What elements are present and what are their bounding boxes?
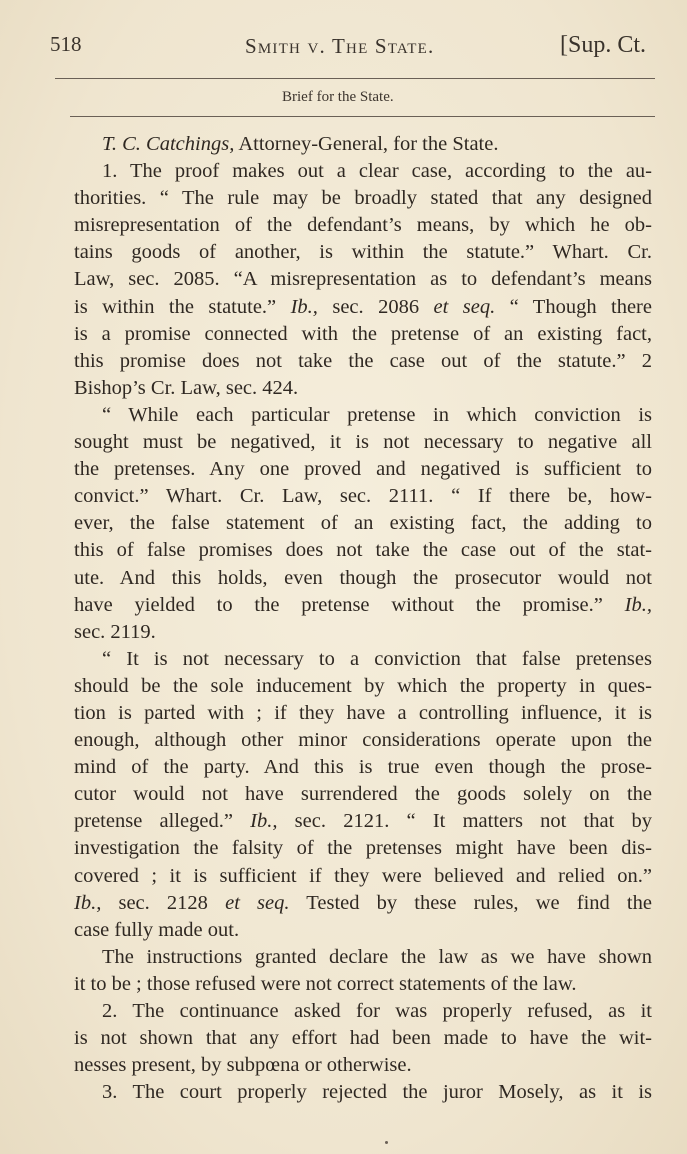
text-line: sec. 2119. [74,620,156,643]
text-line: convict.” Whart. Cr. Law, sec. 2111. “ If there be, how- [74,485,652,508]
text-line: investigation the falsity of the pretenses might have been dis- [74,837,652,860]
text-line: sought must be negatived, it is not necessary to negative all [74,431,652,454]
text-line: this promise does not take the case out of the statute.” 2 [74,349,652,372]
text-line: cutor would not have surrendered the goods solely on the [74,783,652,806]
text-line: case fully made out. [74,918,240,941]
court-label: [Sup. Ct. [560,32,647,58]
text-line: ever, the false statement of an existing fact, the adding to [74,512,652,535]
text-line: should be the sole inducement by which the property in ques- [74,674,652,697]
paragraph-4 [46,944,652,998]
text-line: 1. The proof makes out a clear case, according to the au- [102,160,652,183]
text-line: ute. And this holds, even though the prosecutor would not [74,566,652,589]
running-head [50,30,655,62]
paragraph-3 [46,646,652,944]
text-line: The instructions granted declare the law as we have shown [102,945,652,968]
text-line: enough, although other minor considerations operate upon the [74,729,652,752]
text-line: 2. The continuance asked for was properly refused, as it [102,1000,652,1022]
text-line: have yielded to the pretense without the promise.” Ib., [74,593,652,616]
section-title: Brief for the State. [282,89,394,105]
text-line: 3. The court properly rejected the juror Mosely, as it is [102,1081,652,1104]
text-line: nesses present, by subpœna or otherwise. [74,1054,412,1077]
text-line: this of false promises does not take the case out of the stat- [74,539,652,562]
counsel-name: T. C. Catchings, [102,133,235,155]
paragraph-counsel [46,131,652,158]
paragraph-6 [46,1079,652,1106]
page-mark [385,1141,388,1144]
header-rule [55,78,655,79]
text-line: the pretenses. Any one proved and negatived is sufficient to [74,458,652,481]
text-line: Law, sec. 2085. “A misrepresentation as to defendant’s means [74,268,652,291]
text-line: tains goods of another, is within the statute.” Whart. Cr. [74,241,652,264]
text-line: tion is parted with ; if they have a controlling influence, it is [74,701,652,724]
text-line: thorities. “ The rule may be broadly stated that any designed [74,187,652,210]
section-rule [70,116,655,117]
paragraph-5 [46,998,652,1079]
text-line: Bishop’s Cr. Law, sec. 424. [74,376,299,399]
case-title: Smith v. The State. [245,34,435,58]
text-line: it to be ; those refused were not correct statements of the law. [74,972,577,995]
page-number: 518 [50,32,82,56]
text-line: is not shown that any effort had been made to have the wit- [74,1027,652,1050]
paragraph-1 [46,158,652,402]
text-line: pretense alleged.” Ib., sec. 2121. “ It matters not that by [74,810,652,833]
text-line: is within the statute.” Ib., sec. 2086 et seq. “ Though there [74,295,652,318]
paragraph-2 [46,402,652,646]
text-line: “ It is not necessary to a conviction that false pretenses [102,647,652,670]
text-line: misrepresentation of the defendant’s means, by which he ob- [74,214,652,237]
text-line: “ While each particular pretense in which conviction is [102,403,652,426]
text-line: is a promise connected with the pretense of an existing fact, [74,322,652,345]
text-line: covered ; it is sufficient if they were believed and relied on.” [74,864,652,887]
text-line: Ib., sec. 2128 et seq. Tested by these rules, we find the [74,891,652,914]
text-line: mind of the party. And this is true even though the prose- [74,756,652,779]
text-line: T. C. Catchings, Attorney-General, for the State. [102,133,499,155]
brief-body [46,131,652,1106]
